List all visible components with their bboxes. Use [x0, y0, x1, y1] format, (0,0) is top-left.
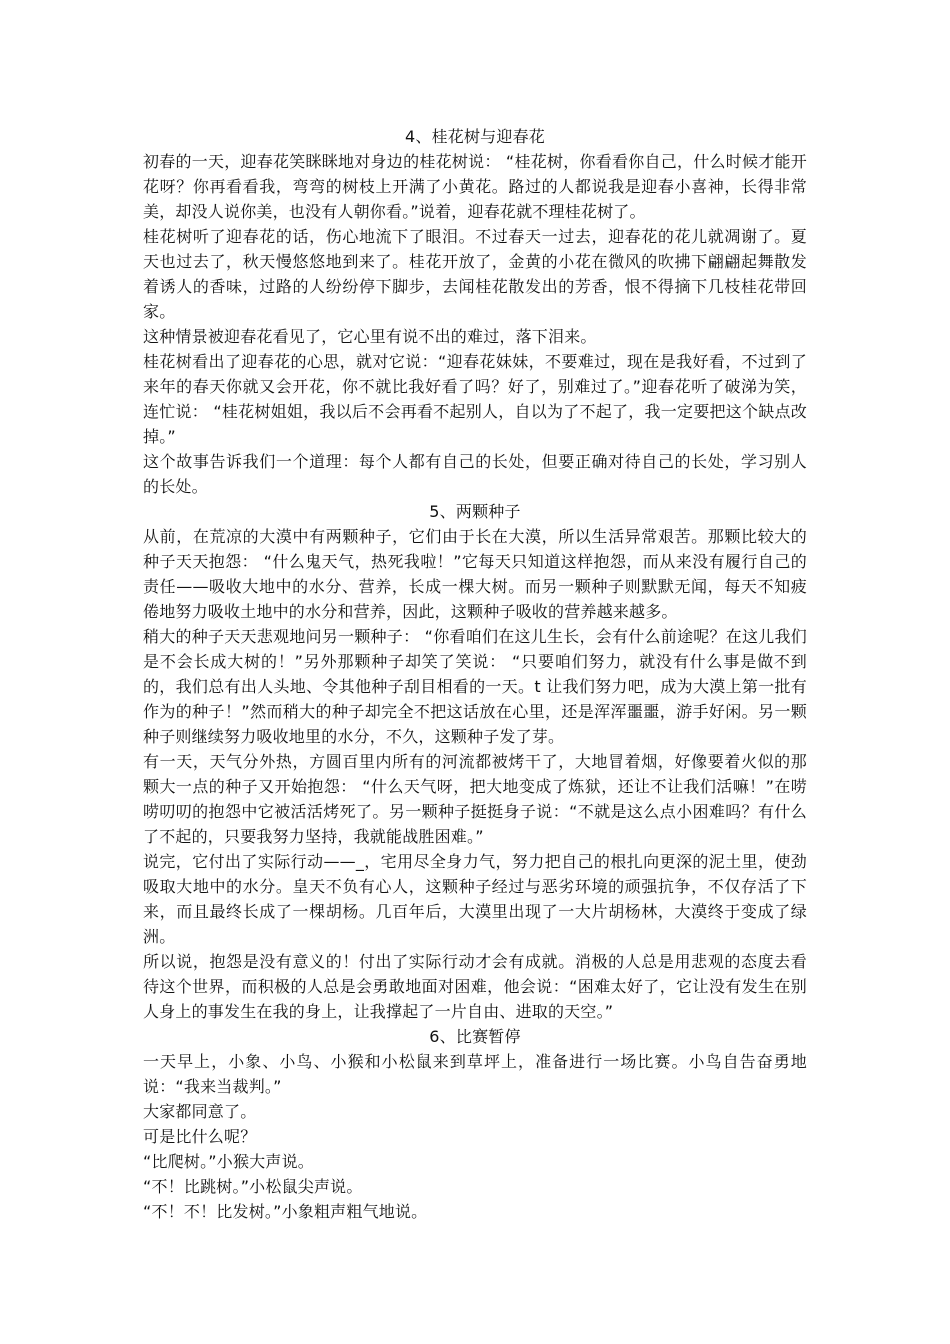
paragraph: 初春的一天，迎春花笑眯眯地对身边的桂花树说： “桂花树，你看看你自己，什么时候才能开花呀？你再看看我，弯弯的树枝上开满了小黄花。路过的人都说我是迎春小喜神，长得非常美，却没人说你美，也没有人朝你看。”说着，迎春花就不理桂花树了。	[143, 152, 807, 221]
paragraph: 有一天，天气分外热，方圆百里内所有的河流都被烤干了，大地冒着烟，好像要着火似的那颗大一点的种子又开始抱怨： “什么天气呀，把大地变成了炼狱，还让不让我们活嘛！”在唠唠叨叨的抱怨中它被活活烤死了。另一颗种子挺挺身子说：“不就是这么点小困难吗？有什么了不起的，只要我努力坚持，我就能战胜困难。”	[143, 752, 807, 846]
paragraph: 这个故事告诉我们一个道理：每个人都有自己的长处，但要正确对待自己的长处，学习别人的长处。	[143, 452, 807, 496]
paragraph: “比爬树。”小猴大声说。	[143, 1152, 314, 1171]
paragraph: 说完，它付出了实际行动——_，宅用尽全身力气，努力把自己的根扎向更深的泥土里，使劲吸取大地中的水分。皇天不负有心人，这颗种子经过与恶劣环境的顽强抗争，不仅存活了下来，而且最终长成了一棵胡杨。几百年后，大漠里出现了一大片胡杨林，大漠终于变成了绿洲。	[143, 852, 807, 946]
paragraph: 这种情景被迎春花看见了，它心里有说不出的难过，落下泪来。	[143, 327, 597, 346]
paragraph: 桂花树听了迎春花的话，伤心地流下了眼泪。不过春天一过去，迎春花的花儿就凋谢了。夏天也过去了，秋天慢悠悠地到来了。桂花开放了，金黄的小花在微风的吹拂下翩翩起舞散发着诱人的香味，过路的人纷纷停下脚步，去闻桂花散发出的芳香，恨不得摘下几枝桂花带回家。	[143, 227, 807, 321]
story-title: 6、比赛暂停	[429, 1027, 521, 1046]
story-6	[143, 1024, 807, 1224]
paragraph: 大家都同意了。	[143, 1102, 257, 1121]
story-title: 5、两颗种子	[429, 502, 521, 521]
paragraph: “不！不！比发树。”小象粗声粗气地说。	[143, 1202, 428, 1221]
paragraph: 桂花树看出了迎春花的心思，就对它说：“迎春花妹妹，不要难过，现在是我好看，不过到了来年的春天你就又会开花，你不就比我好看了吗？好了，别难过了。”迎春花听了破涕为笑，连忙说： “桂花树姐姐，我以后不会再看不起别人，自以为了不起了，我一定要把这个缺点改掉。”	[143, 352, 807, 446]
paragraph: 所以说，抱怨是没有意义的！付出了实际行动才会有成就。消极的人总是用悲观的态度去看待这个世界，而积极的人总是会勇敢地面对困难，他会说：“困难太好了，它让没有发生在别人身上的事发生在我的身上，让我撑起了一片自由、进取的天空。”	[143, 952, 807, 1021]
paragraph: 可是比什么呢？	[143, 1127, 257, 1146]
paragraph: 从前，在荒凉的大漠中有两颗种子，它们由于长在大漠，所以生活异常艰苦。那颗比较大的种子天天抱怨： “什么鬼天气，热死我啦！”它每天只知道这样抱怨，而从来没有履行自己的责任——吸收大地中的水分、营养，长成一棵大树。而另一颗种子则默默无闻，每天不知疲倦地努力吸收土地中的水分和营养，因此，这颗种子吸收的营养越来越多。	[143, 527, 807, 621]
document-page	[143, 124, 807, 1224]
story-title: 4、桂花树与迎春花	[405, 127, 545, 146]
paragraph: 稍大的种子天天悲观地问另一颗种子： “你看咱们在这儿生长，会有什么前途呢？在这儿我们是不会长成大树的！”另外那颗种子却笑了笑说： “只要咱们努力，就没有什么事是做不到的，我们总有出人头地、令其他种子刮目相看的一天。t 让我们努力吧，成为大漠上第一批有作为的种子！”然而稍大的种子却完全不把这话放在心里，还是浑浑噩噩，游手好闲。另一颗种子则继续努力吸收地里的水分，不久，这颗种子发了芽。	[143, 627, 807, 746]
paragraph: “不！比跳树。”小松鼠尖声说。	[143, 1177, 363, 1196]
paragraph: 一天早上，小象、小鸟、小猴和小松鼠来到草坪上，准备进行一场比赛。小鸟自告奋勇地说：“我来当裁判。”	[143, 1052, 807, 1096]
story-4	[143, 124, 807, 499]
story-5	[143, 499, 807, 1024]
